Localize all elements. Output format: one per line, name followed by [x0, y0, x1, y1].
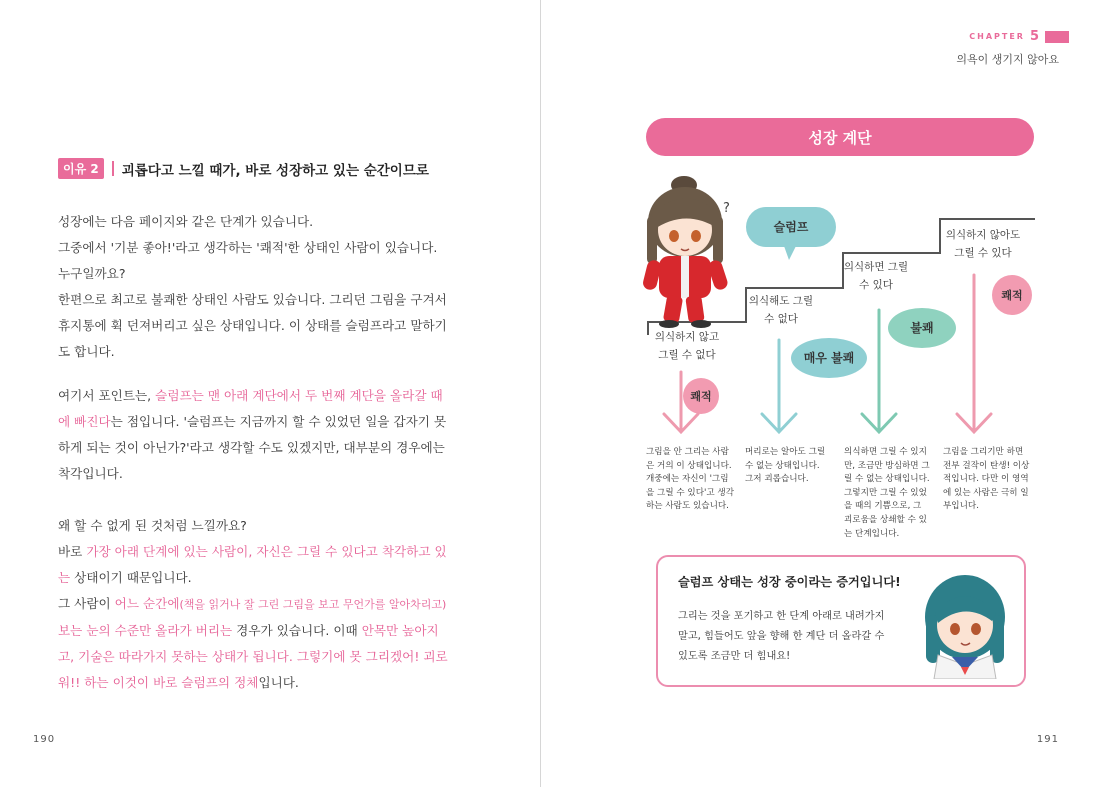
boy-character-illustration	[642, 176, 730, 328]
pleasant-text-1: 쾌적	[690, 390, 712, 403]
unpleasant-text: 불쾌	[910, 321, 934, 335]
girl-character-illustration	[920, 567, 1010, 679]
arrow-step-4	[957, 275, 991, 432]
description-line: 하는 사람도 있습니다.	[646, 501, 729, 512]
description-line: 의식하면 그릴 수 있지	[844, 447, 927, 457]
highlight-text: 보는 눈의 수준만 올라가 버리는	[58, 623, 233, 638]
step-3-label	[836, 258, 916, 294]
highlight-text: 안목만 높아지	[361, 623, 439, 638]
paragraph-line	[58, 409, 458, 435]
callout-line: 있도록 조금만 더 힘내요!	[678, 651, 791, 662]
description-line: 는 단계입니다.	[844, 528, 900, 539]
text-run: 경우가 있습니다. 이때	[232, 623, 362, 638]
description-step-1	[646, 446, 738, 514]
right-page	[541, 0, 1093, 787]
left-page	[0, 0, 540, 787]
reason-tag: 이유 2	[58, 158, 104, 179]
encouragement-callout	[656, 555, 1026, 687]
description-line: 전부 걸작이 탄생! 이상	[943, 460, 1030, 471]
paragraph-line: 왜 할 수 없게 된 것처럼 느낄까요?	[58, 518, 247, 533]
step-4-label	[933, 226, 1033, 262]
chapter-header	[969, 29, 1069, 44]
description-line: 적입니다. 다만 이 영역	[943, 474, 1029, 485]
reason-divider	[112, 161, 114, 176]
reason-heading	[58, 158, 429, 179]
description-line: 을 때의 기쁨으로, 그	[844, 501, 922, 512]
step-label-line: 그릴 수 없다	[658, 349, 716, 361]
text-run: 는 점입니다. '슬럼프는 지금까지 할 수 있었던 일을 갑자기 못	[110, 414, 447, 429]
page-number-left: 190	[33, 734, 56, 745]
step-label-line: 수 없다	[764, 313, 798, 325]
chapter-subtitle: 의욕이 생기지 않아요	[956, 53, 1059, 66]
paragraph-line: 그중에서 '기분 좋아!'라고 생각하는 '쾌적'한 상태인 사람이 있습니다.	[58, 240, 438, 255]
text-run: 상태이기 때문입니다.	[70, 570, 192, 585]
growth-stairs-diagram	[541, 160, 1093, 460]
paragraph-line	[58, 591, 458, 618]
description-line: 그림을 그리기만 하면	[943, 447, 1024, 457]
text-run: 입니다.	[258, 675, 299, 690]
slump-bubble-text: 슬럼프	[773, 220, 809, 234]
step-label-line: 그릴 수 있다	[954, 247, 1012, 259]
callout-line: 그리는 것을 포기하고 한 단계 아래로 내려가지	[678, 611, 885, 622]
description-line: 그렇지만 그릴 수 있었	[844, 487, 927, 498]
step-2-label	[741, 292, 821, 328]
description-line: 만, 조금만 방심하면 그	[844, 460, 930, 471]
description-step-4	[943, 446, 1035, 514]
paragraph-line: 착각입니다.	[58, 466, 123, 481]
paragraph-line: 하게 되는 것이 아닌가?'라고 생각할 수도 있겠지만, 대부분의 경우에는	[58, 440, 445, 455]
text-run: 여기서 포인트는,	[58, 388, 156, 403]
callout-line: 말고, 힘들어도 앞을 향해 한 계단 더 올라갈 수	[678, 631, 885, 642]
paragraph-line: 휴지통에 휙 던져버리고 싶은 상태입니다. 이 상태를 슬럼프라고 말하기	[58, 318, 447, 333]
paragraph-2	[58, 383, 458, 487]
paragraph-line	[58, 383, 458, 409]
reference-note: (책을 읽거나 잘 그린 그림을 보고 무언가를 알아차리고)	[179, 598, 447, 611]
very-unpleasant-text: 매우 불쾌	[803, 351, 855, 365]
highlight-text: 슬럼프는 맨 아래 계단에서 두 번째 계단을 올라갈 때	[155, 388, 443, 403]
chapter-number: 5	[1029, 29, 1039, 44]
description-line: 수 없는 상태입니다.	[745, 460, 820, 471]
description-line: 에 있는 사람은 극히 일	[943, 487, 1029, 498]
highlight-text: 어느 순간에	[114, 596, 180, 611]
description-line: 부입니다.	[943, 501, 979, 512]
step-label-line: 의식하지 않고	[654, 331, 720, 343]
description-step-2	[745, 446, 837, 487]
description-line: 괴로움을 상쇄할 수 있	[844, 514, 927, 525]
page-number-right: 191	[1036, 734, 1059, 745]
reason-title: 괴롭다고 느낄 때가, 바로 성장하고 있는 순간이므로	[121, 162, 429, 179]
paragraph-3	[58, 513, 458, 696]
paragraph-line: 한편으로 최고로 불쾌한 상태인 사람도 있습니다. 그리던 그림을 구겨서	[58, 292, 447, 307]
pleasant-text-4: 쾌적	[1001, 289, 1023, 302]
description-line: 머리로는 알아도 그릴	[745, 447, 826, 457]
step-label-line: 의식해도 그릴	[748, 295, 814, 307]
text-run: 바로	[58, 544, 87, 559]
paragraph-line: 누구일까요?	[58, 266, 126, 281]
description-step-3	[844, 446, 936, 541]
description-line: 그저 괴롭습니다.	[745, 474, 809, 485]
highlight-text: 가장 아래 단계에 있는 사람이, 자신은 그릴 수 있다고 착각하고 있	[86, 544, 447, 559]
description-line: 을 그릴 수 있다'고 생각	[646, 487, 735, 498]
svg-text:?: ?	[723, 201, 730, 216]
paragraph-line	[58, 565, 458, 591]
chapter-bar	[1045, 31, 1069, 43]
paragraph-line	[58, 670, 458, 696]
paragraph-line: 성장에는 다음 페이지와 같은 단계가 있습니다.	[58, 214, 314, 229]
description-line: 릴 수 없는 상태입니다.	[844, 474, 930, 485]
paragraph-line	[58, 539, 458, 565]
paragraph-line	[58, 618, 458, 644]
growth-stairs-banner: 성장 계단	[646, 118, 1034, 156]
paragraph-line: 도 합니다.	[58, 344, 115, 359]
text-run: 그 사람이	[58, 596, 115, 611]
description-line: 개중에는 자신이 '그림	[646, 474, 729, 485]
callout-title: 슬럼프 상태는 성장 중이라는 증거입니다!	[678, 575, 901, 589]
step-label-line: 수 있다	[859, 279, 893, 291]
paragraph-line: 고, 기술은 따라가지 못하는 상태가 됩니다. 그렇기에 못 그리겠어! 괴로	[58, 649, 448, 664]
highlight-text: 는	[58, 570, 71, 585]
step-label-line: 의식하지 않아도	[945, 229, 1021, 241]
description-line: 그림을 안 그리는 사람	[646, 447, 729, 457]
callout-body	[678, 607, 918, 667]
highlight-text: 에 빠진다	[58, 414, 111, 429]
description-line: 은 거의 이 상태입니다.	[646, 460, 732, 471]
highlight-text: 워!! 하는 이것이 바로 슬럼프의 정체	[58, 675, 259, 690]
step-1-label	[641, 328, 733, 364]
paragraph-1	[58, 209, 458, 365]
chapter-label: CHAPTER	[969, 32, 1025, 41]
step-label-line: 의식하면 그릴	[843, 261, 909, 273]
